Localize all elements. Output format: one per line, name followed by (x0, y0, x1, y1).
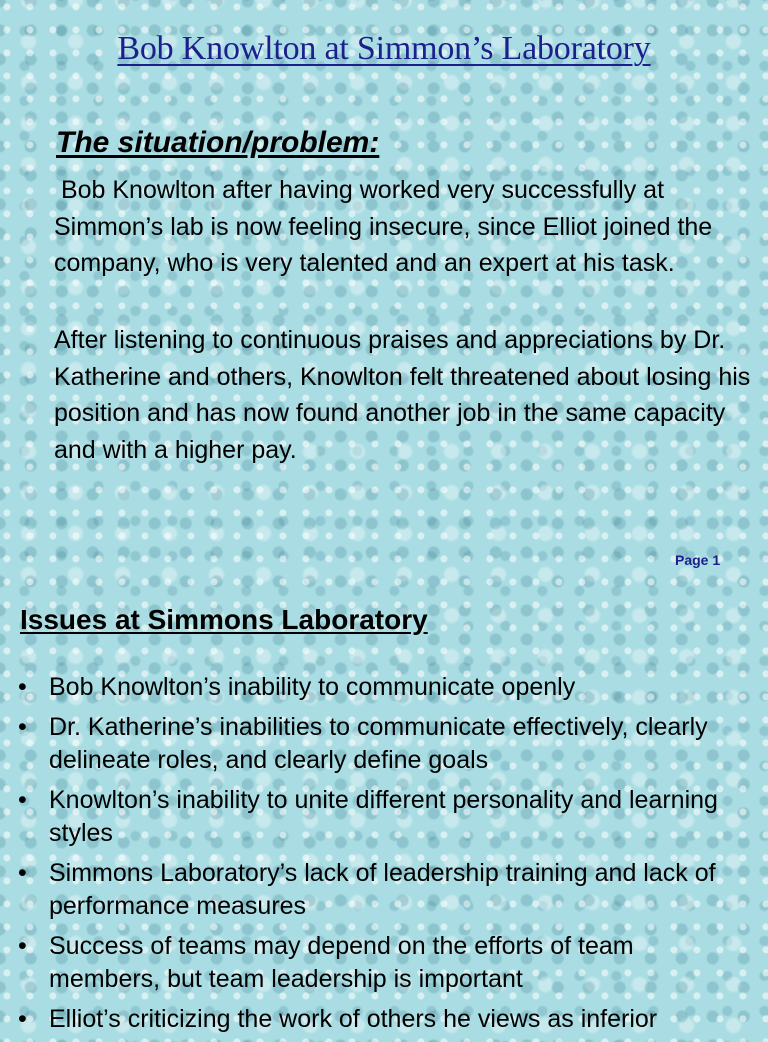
list-item (0, 930, 768, 997)
bullet-icon: • (18, 931, 27, 960)
list-item-text: Bob Knowlton’s inability to communicate openly (49, 673, 576, 701)
list-item (0, 711, 768, 778)
bullet-icon: • (18, 673, 27, 701)
list-item (0, 857, 768, 924)
situation-heading: The situation/problem: (56, 126, 380, 159)
bullet-icon: • (18, 785, 27, 814)
page-number: Page 1 (675, 552, 721, 568)
list-item-text: Elliot’s criticizing the work of others he views as inferior (49, 1004, 658, 1033)
slide-title: Bob Knowlton at Simmon’s Laboratory (117, 30, 651, 67)
issues-list (0, 671, 768, 1042)
situation-paragraph-1: Bob Knowlton after having worked very successfully at Simmon’s lab is now feeling insecure, since Elliot joined the company, who is very talented and an expert at his task. (54, 176, 720, 277)
list-item (0, 1003, 768, 1037)
situation-paragraph-2: After listening to continuous praises and appreciations by Dr. Katherine and others, Knowlton felt threatened about losing his position and has now found another job in the same capacity and with a higher pay. (54, 326, 751, 464)
list-item-text: Success of teams may depend on the efforts of team members, but team leadership is important (49, 931, 634, 993)
list-item-text: Dr. Katherine’s inabilities to communicate effectively, clearly delineate roles, and clearly define goals (49, 712, 708, 774)
list-item-text: Simmons Laboratory’s lack of leadership training and lack of performance measures (49, 858, 716, 920)
bullet-icon: • (18, 712, 27, 741)
list-item (0, 784, 768, 851)
issues-heading: Issues at Simmons Laboratory (20, 604, 428, 635)
list-item (0, 671, 768, 705)
bullet-icon: • (18, 1004, 27, 1033)
list-item-text: Knowlton’s inability to unite different personality and learning styles (49, 785, 718, 847)
bullet-icon: • (18, 858, 27, 887)
